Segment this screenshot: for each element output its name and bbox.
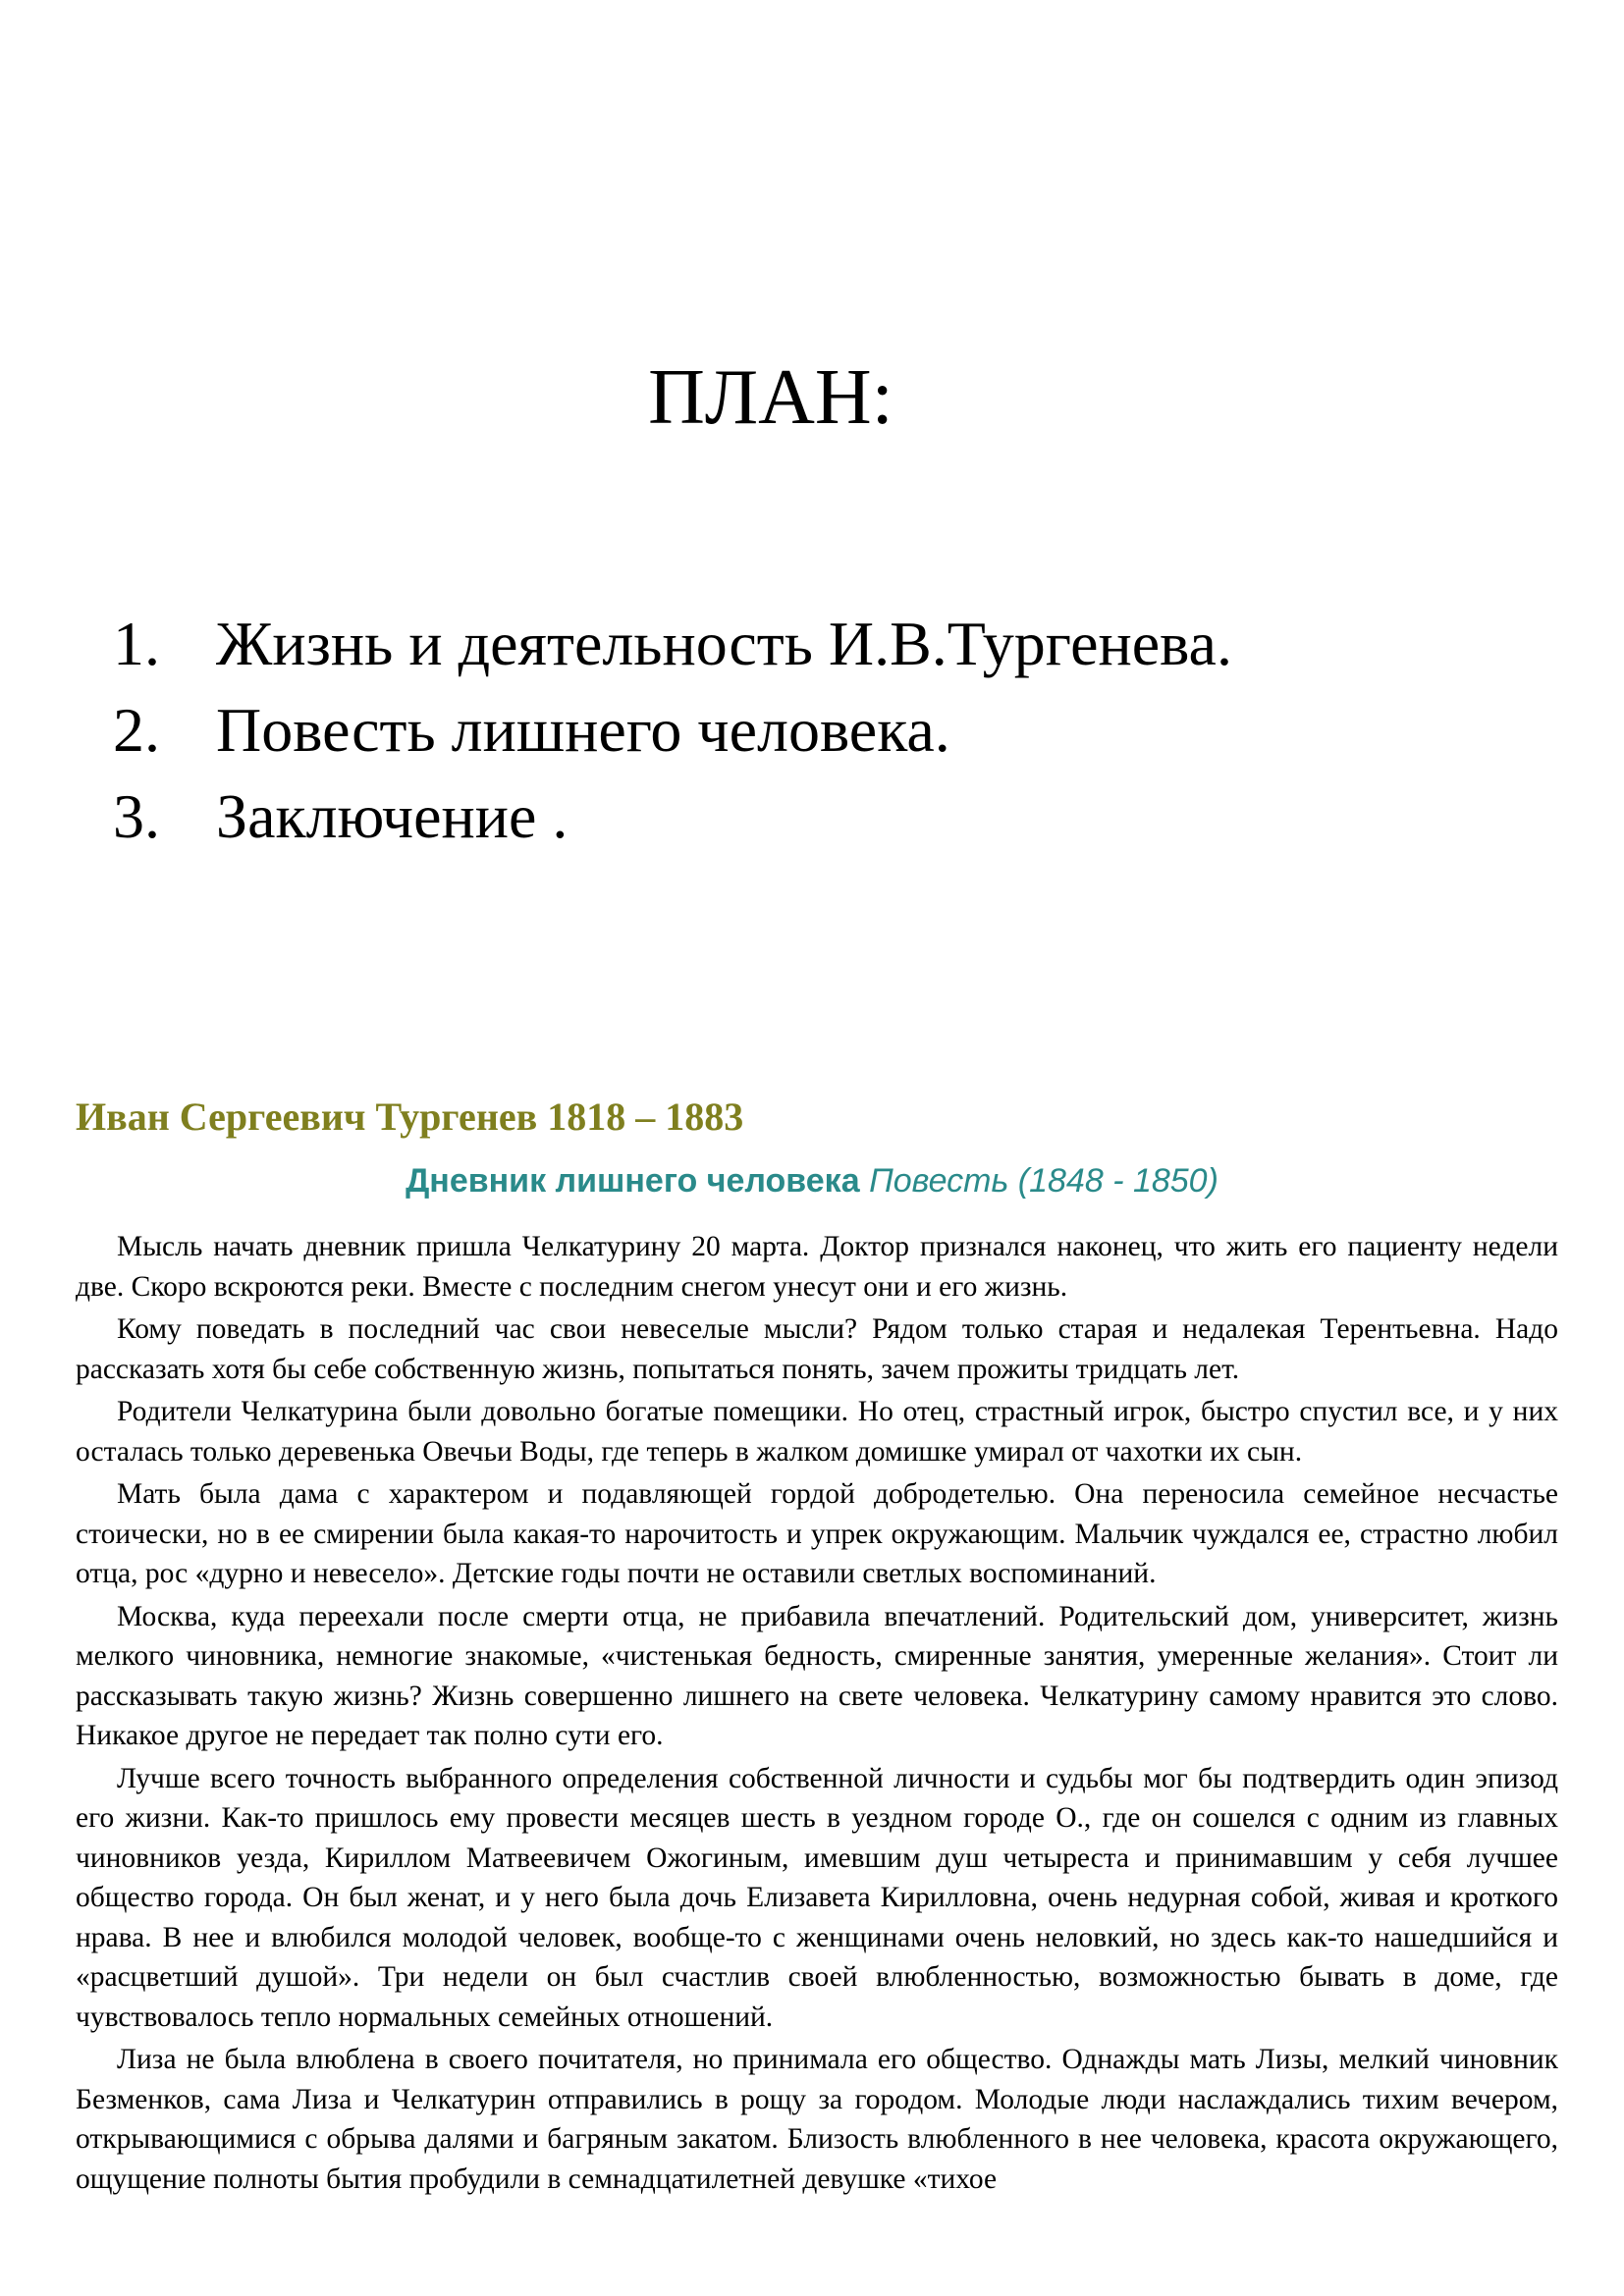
paragraph: Лучше всего точность выбранного определения собственной личности и судьбы мог бы подтвердить один эпизод его жизни. Как-то пришлось ему провести месяцев шесть в уездном городе О., где он сошелся с одним из главных чиновников уезда, Кириллом Матвеевичем Ожогиным, имевшим душ четыреста и принимавшим у себя лучшее общество города. Он был женат, и у него была дочь Елизавета Кирилловна, очень недурная собой, живая и кроткого нрава. В нее и влюбился молодой человек, вообще-то с женщинами очень неловкий, но здесь как-то нашедшийся и «расцветший душой». Три недели он был счастлив своей влюбленностью, возможностью бывать в доме, где чувствовалось тепло нормальных семейных отношений.	[76, 1762, 1558, 2033]
paragraph: Кому поведать в последний час свои невеселые мысли? Рядом только старая и недалекая Терентьевна. Надо рассказать хотя бы себе собственную жизнь, попытаться понять, зачем прожиты тридцать лет.	[76, 1313, 1558, 1385]
plan-title: ПЛАН:	[648, 354, 893, 441]
work-title	[0, 1158, 1624, 1203]
author-heading: Иван Сергеевич Тургенев 1818 – 1883	[76, 1095, 744, 1139]
plan-item-number: 3.	[113, 781, 160, 851]
plan-list	[113, 601, 1232, 860]
paragraph: Мать была дама с характером и подавляющей гордой добродетелью. Она переносила семейное несчастье стоически, но в ее смирении была какая-то нарочитость и упрек окружающим. Мальчик чуждался ее, страстно любил отца, рос «дурно и невесело». Детские годы почти не оставили светлых воспоминаний.	[76, 1478, 1558, 1589]
plan-item-number: 2.	[113, 695, 160, 765]
work-title-name: Дневник лишнего человека	[406, 1162, 860, 1200]
plan-item	[113, 774, 1232, 860]
plan-item-text: Повесть лишнего человека.	[216, 695, 950, 765]
plan-item-text: Жизнь и деятельность И.В.Тургенева.	[216, 609, 1232, 678]
paragraph: Родители Челкатурина были довольно богатые помещики. Но отец, страстный игрок, быстро спустил все, и у них осталась только деревенька Овечьи Воды, где теперь в жалком домишке умирал от чахотки их сын.	[76, 1396, 1558, 1468]
body-text	[76, 1227, 1558, 2202]
paragraph: Москва, куда переехали после смерти отца, не прибавила впечатлений. Родительский дом, университет, жизнь мелкого чиновника, немногие знакомые, «чистенькая бедность, смиренные занятия, умеренные желания». Стоит ли рассказывать такую жизнь? Жизнь совершенно лишнего на свете человека. Челкатурину самому нравится это слово. Никакое другое не передает так полно сути его.	[76, 1600, 1558, 1751]
plan-item-number: 1.	[113, 609, 160, 678]
plan-item-text: Заключение .	[216, 781, 568, 851]
plan-item	[113, 601, 1232, 687]
plan-item	[113, 687, 1232, 774]
work-title-genre: Повесть (1848 - 1850)	[869, 1162, 1218, 1200]
paragraph: Мысль начать дневник пришла Челкатурину 20 марта. Доктор признался наконец, что жить его пациенту недели две. Скоро вскроются реки. Вместе с последним снегом унесут они и его жизнь.	[76, 1231, 1558, 1303]
paragraph: Лиза не была влюблена в своего почитателя, но принимала его общество. Однажды мать Лизы, мелкий чиновник Безменков, сама Лиза и Челкатурин отправились в рощу за городом. Молодые люди наслаждались тихим вечером, открывающимися с обрыва далями и багряным закатом. Близость влюбленного в нее человека, красота окружающего, ощущение полноты бытия пробудили в семнадцатилетней девушке «тихое	[76, 2044, 1558, 2195]
